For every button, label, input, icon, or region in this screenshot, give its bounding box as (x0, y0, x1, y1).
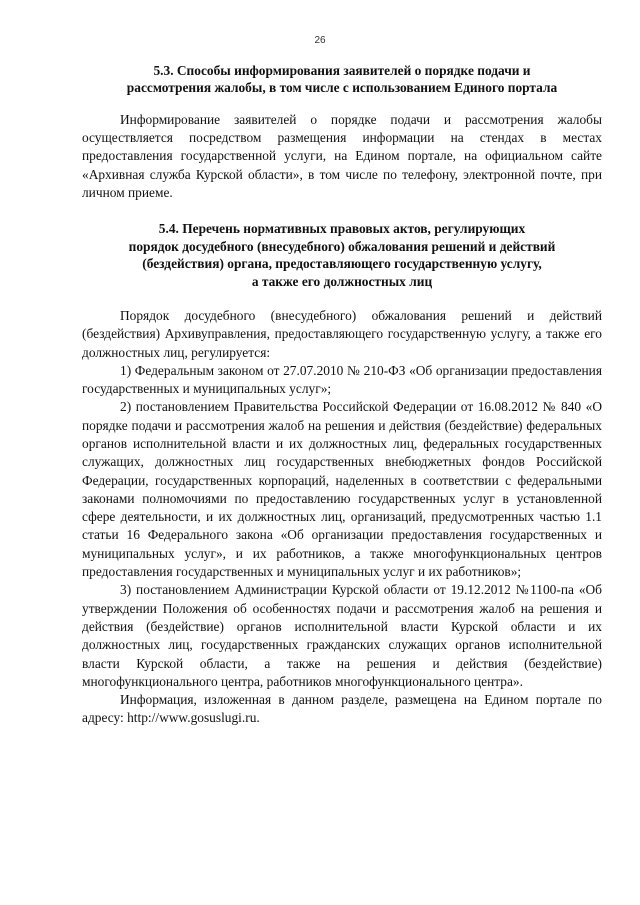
section-5-4-heading (82, 220, 602, 290)
section-5-4-heading-line-2: порядок досудебного (внесудебного) обжалования решений и действий (128, 238, 556, 254)
section-5-3-heading (82, 62, 602, 97)
section-5-4-closing: Информация, изложенная в данном разделе, размещена на Едином портале по адресу: http://www.gosuslugi.ru. (82, 692, 602, 726)
section-5-4-intro: Порядок досудебного (внесудебного) обжалования решений и действий (бездействия) Архивуправления, предоставляющего государственную услугу, а также его должностных лиц, регулируется: (82, 307, 602, 360)
section-5-4-item-2: 2) постановлением Правительства Российской Федерации от 16.08.2012 № 840 «О порядке подачи и рассмотрения жалоб на решения и действия (бездействие) федеральных органов исполнительной власти и их должностных лиц, федеральных государственных служащих, должностных лиц государственных внебюджетных фондов Российской Федерации, государственных корпораций, наделенных в соответствии с федеральными законами полномочиями по предоставлению государственных услуг в установленной сфере деятельности, и их должностных лиц, организаций, предусмотренных частью 1.1 статьи 16 Федерального закона «Об организации предоставления государственных и муниципальных услуг», и их работников, а также многофункциональных центров предоставления государственных и муниципальных услуг и их работников»; (82, 399, 602, 580)
section-5-3-heading-line-2: рассмотрения жалобы, в том числе с использованием Единого портала (126, 80, 558, 96)
section-5-4-heading-line-3: (бездействия) органа, предоставляющего государственную услугу, (142, 256, 542, 272)
page-number: 26 (314, 35, 326, 46)
section-5-3-heading-line-1: 5.3. Способы информирования заявителей о порядке подачи и (153, 63, 531, 78)
section-5-4-heading-line-1: 5.4. Перечень нормативных правовых актов, регулирующих (158, 221, 526, 237)
document-body (82, 62, 602, 728)
section-5-3-paragraph: Информирование заявителей о порядке подачи и рассмотрения жалобы осуществляется посредством размещения информации на стендах в местах предоставления государственной услуги, на Едином портале, на официальном сайте «Архивная служба Курской области», в том числе по телефону, электронной почте, при личном приеме. (82, 111, 602, 200)
section-5-4-item-3: 3) постановлением Администрации Курской области от 19.12.2012 №1100-па «Об утверждении Положения об особенностях подачи и рассмотрения жалоб на решения и действия (бездействие) органов исполнительной власти Курской области и их должностных лиц, государственных гражданских служащих органов исполнительной власти Курской области, а также на решения и действия (бездействие) многофункционального центра, работников многофункционального центра». (82, 582, 602, 689)
section-5-4-item-1: 1) Федеральным законом от 27.07.2010 № 210-ФЗ «Об организации предоставления государственных и муниципальных услуг»; (82, 362, 602, 397)
section-5-4-heading-line-4: а также его должностных лиц (251, 273, 433, 289)
